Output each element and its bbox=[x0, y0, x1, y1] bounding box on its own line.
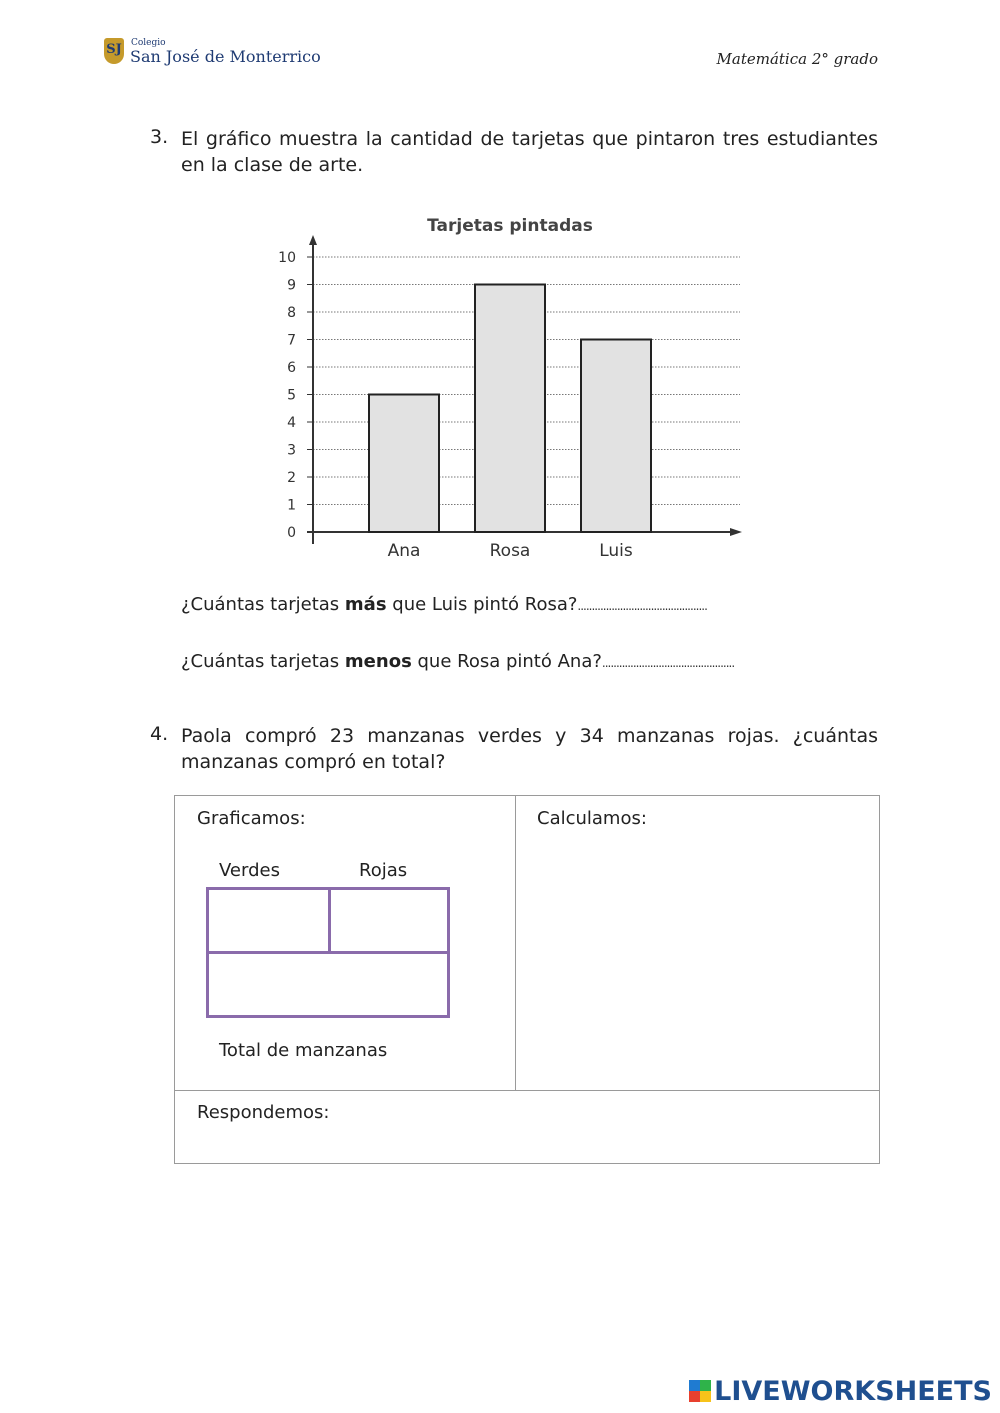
rojas-label: Rojas bbox=[359, 860, 408, 881]
y-tick-label: 7 bbox=[287, 332, 296, 349]
y-tick-label: 2 bbox=[287, 470, 296, 486]
part-whole-diagram bbox=[206, 887, 450, 1018]
question-3b bbox=[181, 651, 734, 672]
logo-caption: Colegio bbox=[131, 38, 166, 48]
calculamos-label: Calculamos: bbox=[537, 808, 647, 829]
q3b-text-start: ¿Cuántas tarjetas bbox=[181, 651, 345, 672]
q3a-text-start: ¿Cuántas tarjetas bbox=[181, 594, 345, 615]
y-tick-label: 9 bbox=[287, 277, 296, 294]
y-tick-label: 0 bbox=[287, 525, 296, 541]
question-3-text: El gráfico muestra la cantidad de tarjetas que pintaron tres estudiantes en la clase de arte. bbox=[181, 128, 878, 176]
subject-title: Matemática 2° grado bbox=[716, 50, 878, 68]
x-axis-arrow bbox=[730, 528, 742, 536]
liveworksheets-icon bbox=[689, 1380, 711, 1402]
question-3a bbox=[181, 594, 707, 615]
school-logo bbox=[104, 38, 321, 70]
x-category-label: Ana bbox=[387, 541, 421, 561]
table-divider-horizontal bbox=[175, 1090, 879, 1091]
graficamos-label: Graficamos: bbox=[197, 808, 306, 829]
shield-icon: SJ bbox=[104, 38, 124, 64]
table-divider-vertical bbox=[515, 796, 516, 1090]
respondemos-label: Respondemos: bbox=[197, 1102, 330, 1123]
q3b-answer-blank[interactable]: ............................................... bbox=[601, 656, 735, 670]
q3b-text-end: que Rosa pintó Ana? bbox=[411, 651, 602, 672]
total-label: Total de manzanas bbox=[219, 1040, 388, 1061]
bar-rosa bbox=[475, 285, 545, 533]
question-4-number: 4. bbox=[150, 723, 169, 745]
y-axis-arrow bbox=[309, 235, 317, 245]
y-tick-label: 10 bbox=[278, 250, 296, 266]
q3a-emphasis: más bbox=[344, 594, 387, 615]
y-tick-label: 5 bbox=[287, 387, 296, 404]
q3b-emphasis: menos bbox=[344, 651, 412, 672]
bar-chart bbox=[255, 205, 755, 565]
y-tick-label: 1 bbox=[287, 497, 296, 514]
bar-luis bbox=[581, 340, 651, 533]
diagram-divider-vertical bbox=[328, 890, 331, 951]
q3a-text-end: que Luis pintó Rosa? bbox=[386, 594, 578, 615]
q3a-answer-blank[interactable]: .............................................. bbox=[577, 599, 707, 613]
school-name: San José de Monterrico bbox=[130, 47, 321, 66]
x-category-label: Luis bbox=[599, 541, 633, 561]
y-tick-label: 3 bbox=[287, 442, 296, 459]
x-category-label: Rosa bbox=[489, 541, 531, 561]
question-3-number: 3. bbox=[150, 126, 169, 148]
diagram-divider-horizontal bbox=[209, 951, 447, 954]
question-4-text: Paola compró 23 manzanas verdes y 34 manzanas rojas. ¿cuántas manzanas compró en total? bbox=[181, 725, 878, 773]
verdes-label: Verdes bbox=[219, 860, 280, 881]
liveworksheets-logo bbox=[689, 1376, 992, 1407]
chart-title: Tarjetas pintadas bbox=[427, 216, 593, 236]
answer-table bbox=[174, 795, 880, 1164]
y-tick-label: 4 bbox=[287, 415, 296, 431]
bar-ana bbox=[369, 395, 439, 533]
y-tick-label: 8 bbox=[287, 305, 296, 321]
liveworksheets-brand: LIVEWORKSHEETS bbox=[714, 1376, 992, 1407]
y-tick-label: 6 bbox=[287, 360, 296, 376]
